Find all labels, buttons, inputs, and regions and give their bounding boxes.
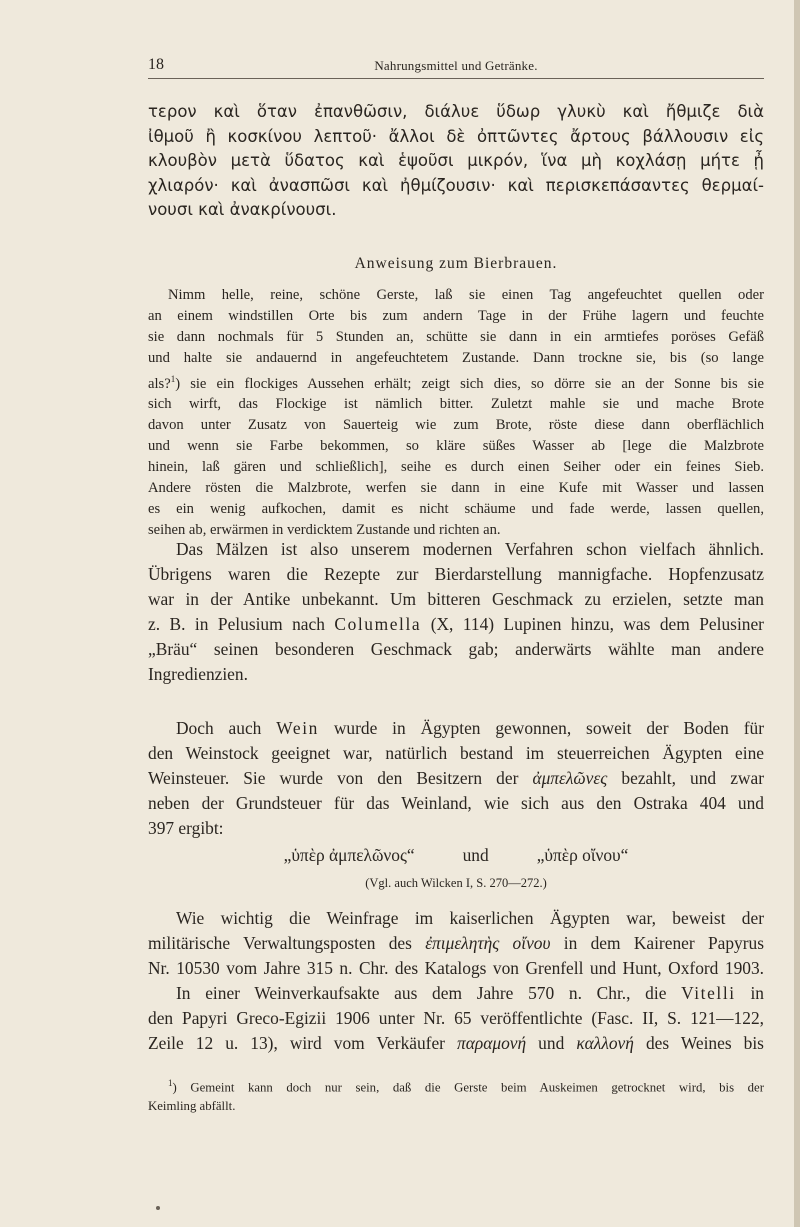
text-run: z. B. in Pelusium nach: [148, 614, 325, 634]
footnote: [148, 1074, 764, 1116]
text-run: militärische Verwaltungsposten des: [148, 933, 412, 953]
text-line: den Weinstock geeignet war, natürlich bestand im steuerreichen Ägypten eine: [148, 743, 764, 763]
quote-left: „ὑπὲρ ἀμπελῶνος“: [283, 845, 415, 865]
translation-line: und halte sie andauernd in angefeuchtetem Zustande. Dann trockne sie, bis (so lange: [148, 349, 764, 366]
paragraph-weinfrage: [148, 906, 764, 981]
text-line: Wie wichtig die Weinfrage im kaiserlichen Ägypten war, beweist der: [176, 908, 764, 928]
section-title: Anweisung zum Bierbrauen.: [354, 255, 558, 272]
translation-line: Nimm helle, reine, schöne Gerste, laß sie einen Tag angefeuchtet quellen oder: [168, 287, 764, 303]
quote-right: „ὑπὲρ οἴνου“: [536, 845, 629, 865]
translation-block: [148, 285, 764, 541]
translation-line: [148, 369, 764, 395]
quote-reference: (Vgl. auch Wilcken I, S. 270—272.): [365, 876, 547, 890]
spaced-name: Wein: [276, 718, 319, 738]
greek-line: χλιαρόν· καὶ ἀνασπῶσι καὶ ἠθμίζουσιν· καὶ περισκεπάσαντες θερμαί-: [148, 175, 764, 195]
ostraka-quote: [148, 845, 764, 866]
footnote-line: [148, 1074, 764, 1097]
paragraph-weinverkauf: [148, 981, 764, 1056]
greek-line: ἰθμοῦ ἢ κοσκίνου λεπτοῦ· ἄλλοι δὲ ὀπτῶντες ἄρτους βάλλουσιν εἰς: [148, 126, 764, 146]
greek-term: καλλονή: [576, 1033, 634, 1053]
text-run: In einer Weinverkaufsakte aus dem Jahre 570 n. Chr., die: [176, 983, 667, 1003]
header-rule: [148, 78, 764, 79]
text-run: in: [750, 983, 764, 1003]
text-line: [148, 1031, 764, 1056]
paragraph-malzen: [148, 537, 764, 687]
translation-line: sich wirft, das Flockige ist nämlich bitter. Zuletzt mahle sie und mache Brote: [148, 396, 764, 413]
page-header: [148, 56, 764, 80]
spaced-name: Vitelli: [681, 983, 736, 1003]
text-line: [148, 931, 764, 956]
text-run: bezahlt, und zwar: [621, 768, 764, 788]
translation-line: sie dann nochmals für 5 Stunden an, schütte sie dann in ein armtiefes poröses Gefäß: [148, 328, 764, 345]
text-run: Doch auch: [176, 718, 262, 738]
footnote-line: Keimling abfällt.: [148, 1099, 236, 1114]
text-run: und: [538, 1033, 565, 1053]
text-run: des Weines bis: [645, 1033, 764, 1053]
greek-line: νουσι καὶ ἀνακρίνουσι.: [148, 200, 337, 219]
text-line: [148, 766, 764, 791]
text-line: Nr. 10530 vom Jahre 315 n. Chr. des Katalogs von Grenfell und Hunt, Oxford 1903.: [148, 958, 764, 978]
translation-line: und wenn sie Farbe bekommen, so kläre süßes Wasser ab [lege die Malzbrote: [148, 438, 764, 455]
spaced-name: Columella: [334, 614, 422, 634]
text-line: war in der Antike unbekannt. Um bitteren Geschmack zu erzielen, setzte man: [148, 589, 764, 609]
text-line: „Bräu“ seinen besonderen Geschmack gab; anderwärts wählte man andere: [148, 639, 764, 659]
text-run: Zeile 12 u. 13), wird vom Verkäufer: [148, 1033, 445, 1053]
greek-term: ἐπιμελητὴς οἴνου: [425, 933, 551, 953]
text-run: in dem Kairener Papyrus: [563, 933, 764, 953]
text-line: neben der Grundsteuer für das Weinland, wie sich aus den Ostraka 404 und: [148, 793, 764, 813]
ink-speck: [156, 1206, 160, 1210]
page-number: 18: [148, 56, 164, 73]
text-run: (X, 114) Lupinen hinzu, was dem Pelusiner: [430, 614, 764, 634]
translation-line: hinein, laß gären und schließlich], seihe es durch einen Seiher oder ein feines Sieb.: [148, 459, 764, 476]
page-edge: [794, 0, 800, 1227]
text-line: den Papyri Greco-Egizii 1906 unter Nr. 65 veröffentlichte (Fasc. II, S. 121—122,: [148, 1008, 764, 1028]
greek-passage: [148, 100, 764, 223]
greek-line: τερον καὶ ὅταν ἐπανθῶσιν, διάλυε ὕδωρ γλυκὺ καὶ ἤθμιζε διὰ: [148, 102, 764, 121]
translation-line-rest: ) sie ein flockiges Aussehen erhält; zeigt sich dies, so dörre sie an der Sonne bis sie: [175, 375, 764, 392]
text-run: ) Gemeint kann doch nur sein, daß die Gerste beim Auskeimen getrocknet wird, bis der: [172, 1080, 764, 1095]
text-line: [148, 612, 764, 637]
footnote-ref: 1: [170, 373, 176, 384]
footnote-marker: 1: [168, 1078, 173, 1088]
greek-line: κλουβὸν μετὰ ὕδατος καὶ ἑψοῦσι μικρόν, ἵνα μὴ κοχλάσῃ μήτε ᾖ: [148, 151, 764, 170]
text-line: Ingredienzien.: [148, 664, 248, 684]
greek-term: παραμονή: [457, 1033, 527, 1053]
translation-line: davon unter Zusatz von Sauerteig wie zum Brote, röste diese dann oberflächlich: [148, 417, 764, 434]
translation-line: an einem windstillen Orte bis zum andern Tage in der Frühe lagern und feuchte: [148, 307, 764, 324]
translation-line-start: als?: [148, 375, 171, 392]
text-line: [148, 716, 764, 741]
paragraph-wein: [148, 716, 764, 841]
text-line: 397 ergibt:: [148, 818, 224, 838]
translation-line: Andere rösten die Malzbrote, werfen sie dann in eine Kufe mit Wasser und lassen: [148, 480, 764, 497]
translation-line: es ein wenig aufkochen, damit es nicht schäume und fade werde, lassen quellen,: [148, 500, 764, 517]
text-run: wurde in Ägypten gewonnen, soweit der Boden für: [333, 718, 764, 738]
text-line: [148, 981, 764, 1006]
quote-middle: und: [462, 845, 489, 865]
text-run: Weinsteuer. Sie wurde von den Besitzern der: [148, 768, 519, 788]
translation-line: seihen ab, erwärmen in verdicktem Zustande und richten an.: [148, 521, 501, 538]
text-line: Das Mälzen ist also unserem modernen Verfahren schon vielfach ähnlich.: [176, 539, 764, 559]
text-line: Übrigens waren die Rezepte zur Bierdarstellung mannigfache. Hopfenzusatz: [148, 564, 764, 584]
greek-term: ἀμπελῶνες: [532, 768, 608, 788]
running-title: Nahrungsmittel und Getränke.: [374, 58, 538, 73]
